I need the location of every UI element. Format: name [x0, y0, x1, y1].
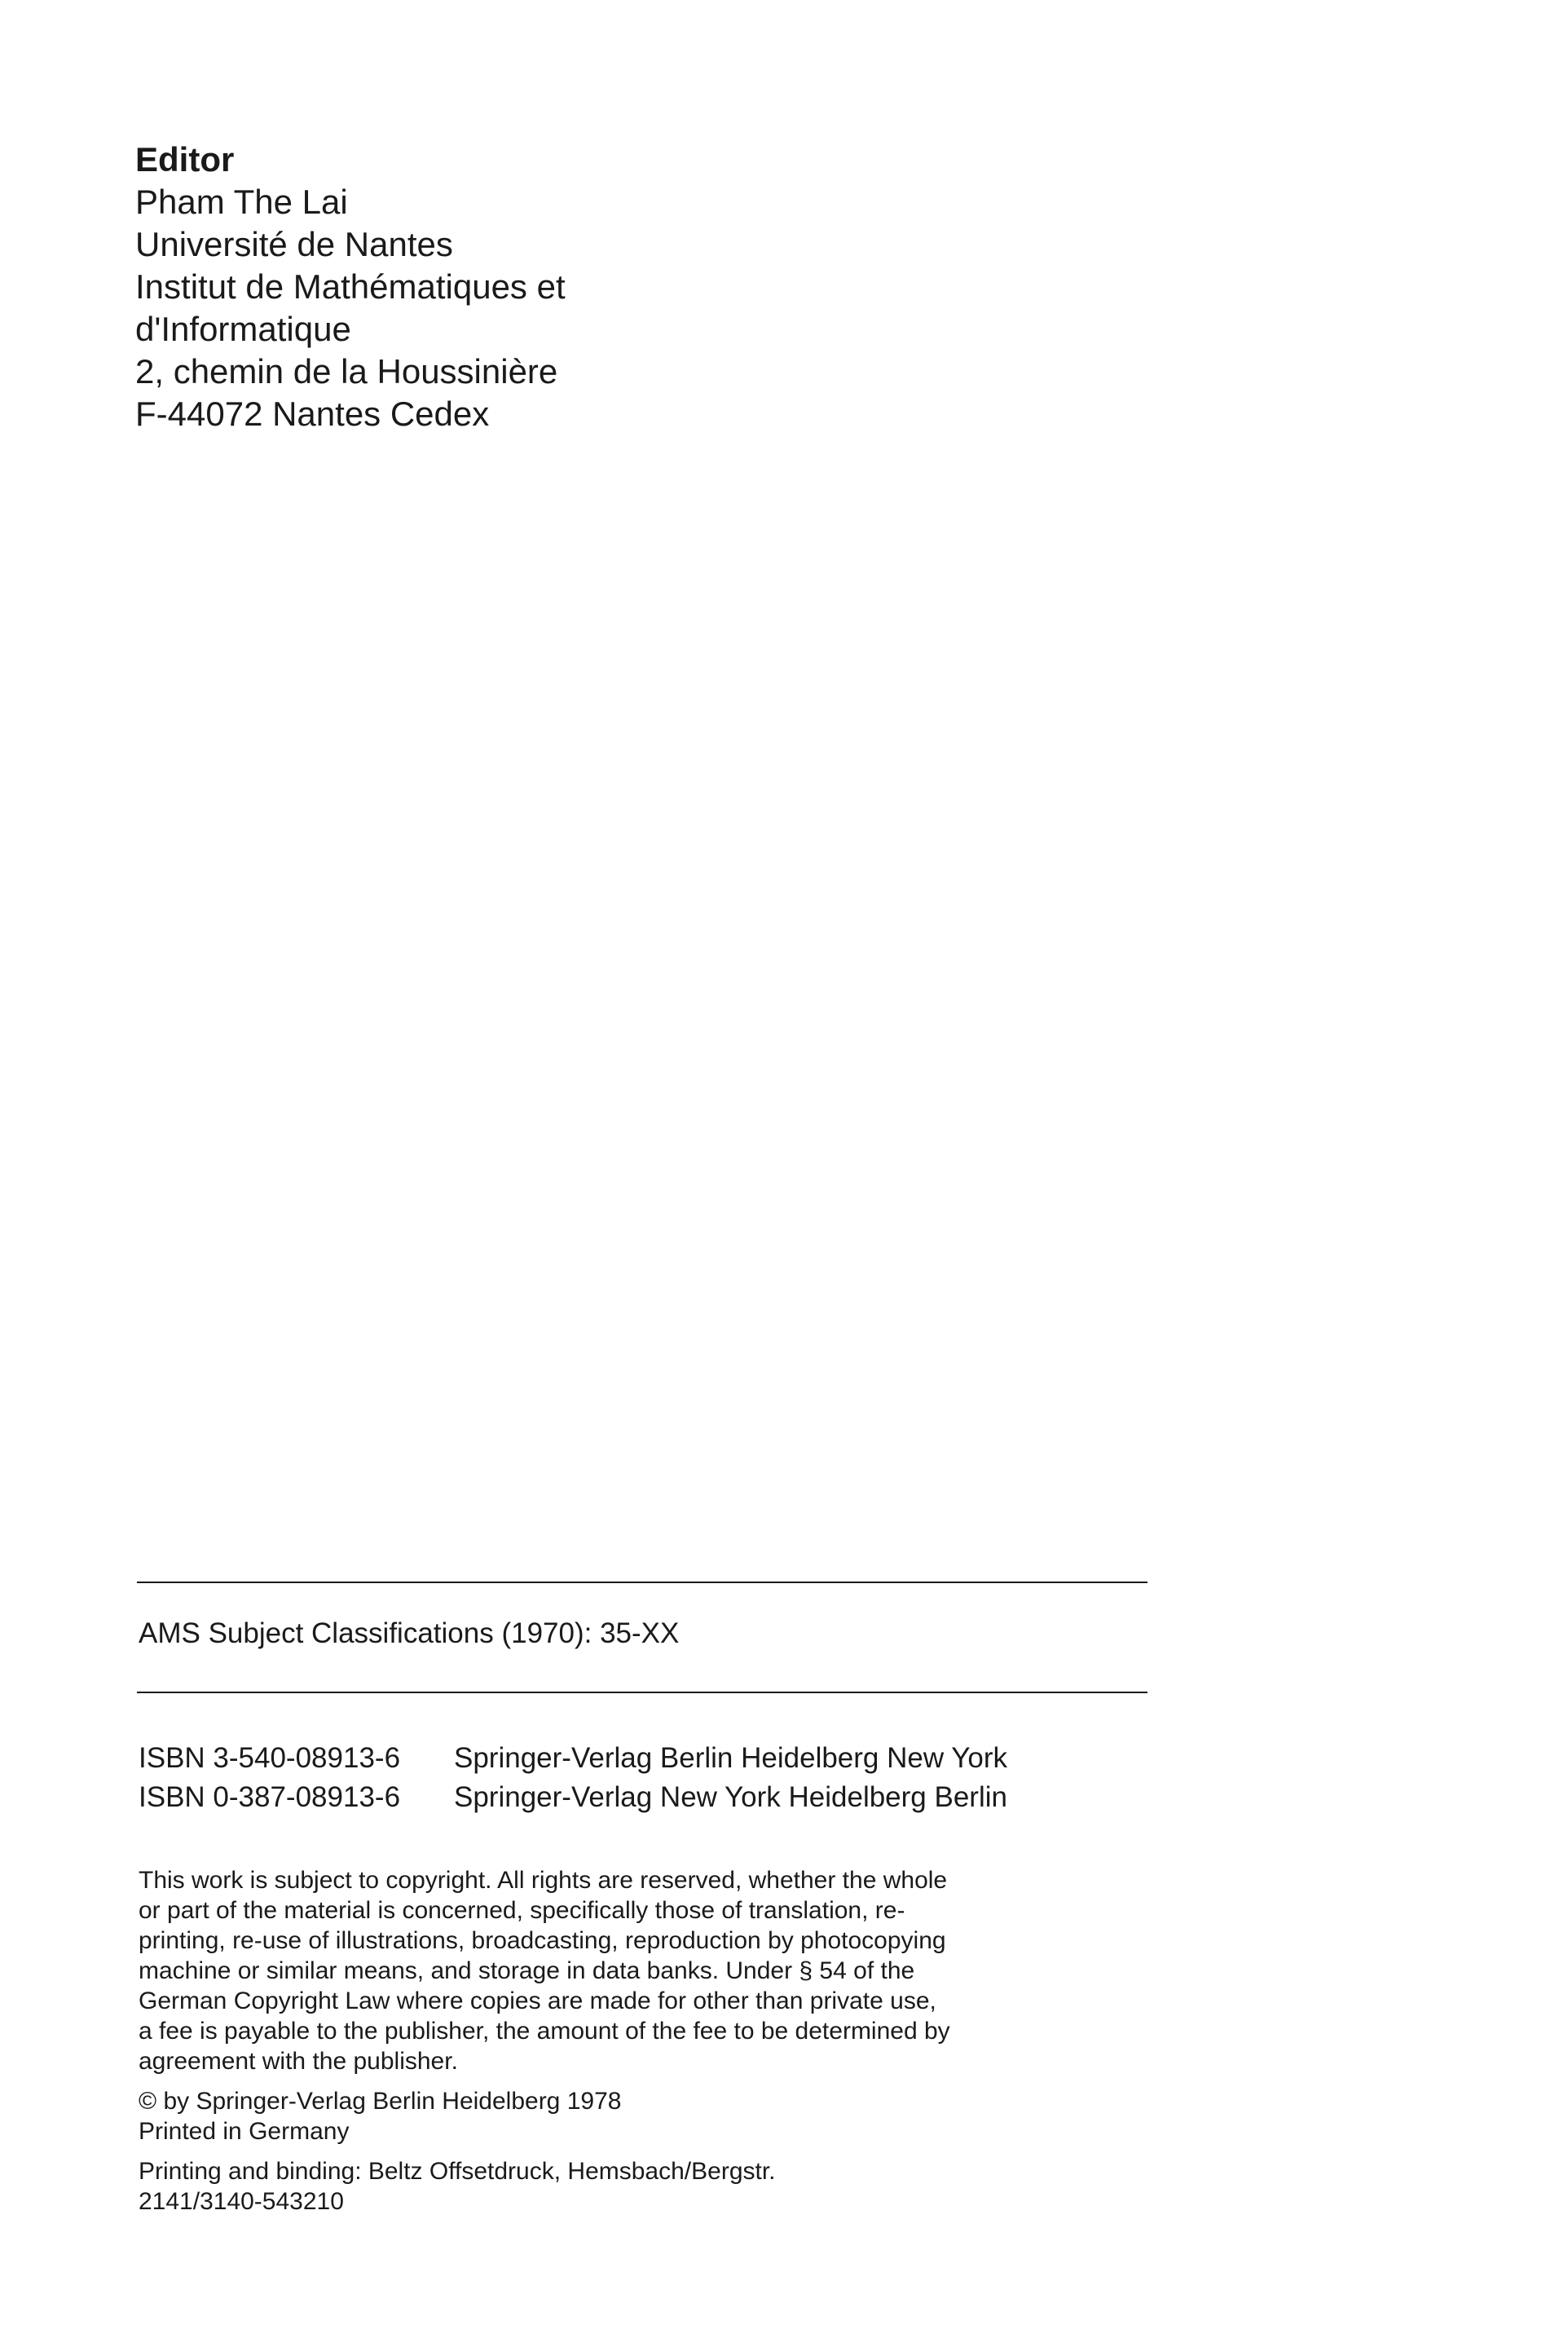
copyright-notice-line: machine or similar means, and storage in data banks. Under § 54 of the: [139, 1957, 915, 1984]
editor-university: Université de Nantes: [135, 225, 453, 263]
copyright-notice-line: or part of the material is concerned, specifically those of translation, re-: [139, 1897, 905, 1924]
printed-in: Printed in Germany: [139, 2118, 350, 2145]
paragraph-gap: [139, 2146, 1165, 2156]
editor-block: [135, 139, 869, 435]
isbn-number: ISBN 3-540-08913-6: [139, 1742, 401, 1774]
copyright-notice-line: printing, re-use of illustrations, broadcasting, reproduction by photocopying: [139, 1927, 946, 1954]
isbn-line: [139, 1739, 1007, 1778]
ams-classification: AMS Subject Classifications (1970): 35-XX: [139, 1617, 680, 1649]
print-code: 2141/3140-543210: [139, 2188, 344, 2215]
isbn-publisher: Springer-Verlag Berlin Heidelberg New York: [454, 1742, 1007, 1774]
editor-city: F-44072 Nantes Cedex: [135, 395, 490, 433]
editor-institute: Institut de Mathématiques et: [135, 267, 566, 306]
copyright-block: [139, 1865, 1165, 2217]
copyright-notice-line: a fee is payable to the publisher, the amount of the fee to be determined by: [139, 2018, 950, 2045]
paragraph-gap: [139, 2076, 1165, 2086]
copyright-notice-line: This work is subject to copyright. All rights are reserved, whether the whole: [139, 1867, 948, 1894]
divider-bottom: [137, 1692, 1147, 1693]
isbn-line: [139, 1778, 1007, 1817]
isbn-number: ISBN 0-387-08913-6: [139, 1781, 401, 1813]
editor-institute-cont: d'Informatique: [135, 310, 351, 348]
isbn-publisher: Springer-Verlag New York Heidelberg Berlin: [454, 1781, 1007, 1813]
copyright-notice-line: German Copyright Law where copies are made for other than private use,: [139, 1988, 936, 2014]
editor-street: 2, chemin de la Houssinière: [135, 352, 558, 390]
isbn-block: [139, 1739, 1007, 1817]
editor-heading: Editor: [135, 140, 235, 179]
copyright-holder: © by Springer-Verlag Berlin Heidelberg 1978: [139, 2088, 622, 2115]
editor-name: Pham The Lai: [135, 183, 348, 221]
copyright-notice-line: agreement with the publisher.: [139, 2048, 458, 2075]
divider-top: [137, 1582, 1147, 1583]
printing-binding: Printing and binding: Beltz Offsetdruck, Hemsbach/Bergstr.: [139, 2158, 776, 2185]
